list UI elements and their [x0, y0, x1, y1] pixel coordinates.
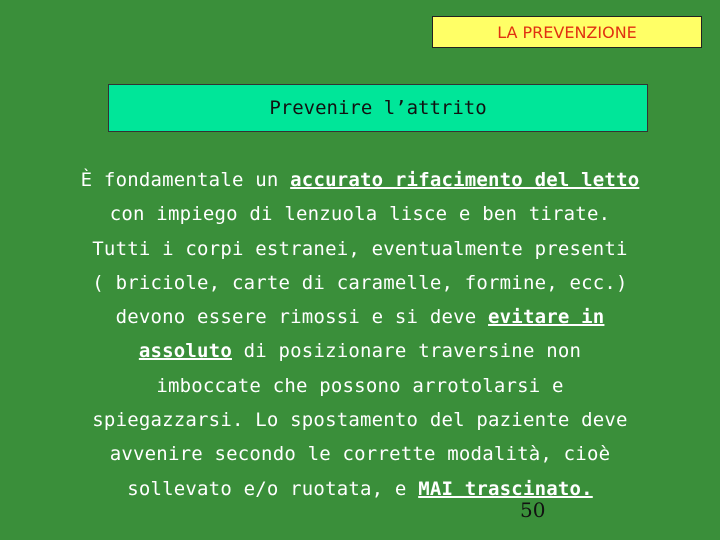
body-line-10	[20, 472, 700, 506]
body-line-8: spiegazzarsi. Lo spostamento del paziente deve	[92, 409, 628, 432]
section-badge-label: LA PREVENZIONE	[497, 22, 637, 42]
body-line-1	[20, 163, 700, 197]
body-line-9: avvenire secondo le corrette modalità, cioè	[109, 443, 611, 466]
section-badge	[432, 16, 702, 48]
body-text-segment: sollevato e/o ruotata, e	[127, 477, 419, 500]
body-line-6	[20, 334, 700, 368]
slide-title-box	[108, 84, 648, 132]
emphasis-absolutely: assoluto	[138, 340, 232, 363]
body-line-3: Tutti i corpi estranei, eventualmente presenti	[92, 237, 628, 260]
body-text-segment: di posizionare traversine non	[231, 340, 582, 363]
body-line-2: con impiego di lenzuola lisce e ben tirate.	[109, 203, 611, 226]
body-text-segment: È fondamentale un	[80, 169, 291, 191]
body-text-segment: devono essere rimossi e si deve	[115, 306, 489, 329]
body-line-7: imboccate che possono arrotolarsi e	[156, 374, 564, 397]
body-paragraph	[20, 163, 700, 506]
emphasis-never-drag: MAI trascinato.	[418, 477, 593, 500]
body-line-4: ( briciole, carte di caramelle, formine, ecc.)	[92, 271, 628, 294]
body-line-5	[20, 300, 700, 334]
emphasis-avoid: evitare in	[488, 306, 605, 329]
slide-title: Prevenire l’attrito	[269, 97, 487, 119]
page-number: 50	[520, 498, 546, 522]
emphasis-bed-remaking: accurato rifacimento del letto	[290, 169, 640, 191]
